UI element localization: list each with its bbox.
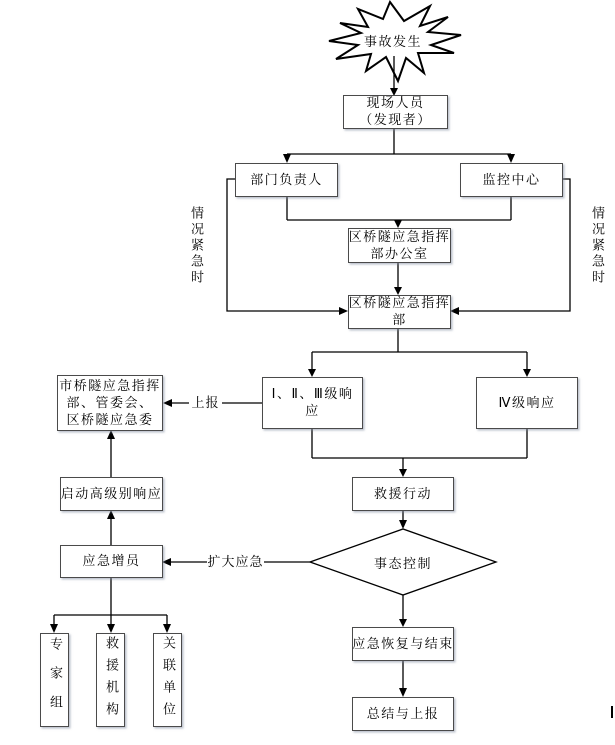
node-recovery-and-end <box>352 627 454 661</box>
arrowhead-command-left <box>339 307 348 315</box>
node-reinforce-label: 应急增员 <box>82 554 141 569</box>
arrowhead-command-right <box>450 307 459 315</box>
arrowhead-summary <box>399 688 407 697</box>
node-command-line1: 区桥隧应急指挥 <box>348 296 451 311</box>
arrowhead-rescue <box>399 469 407 477</box>
node-district-command-office <box>348 228 451 263</box>
arrowhead-report <box>163 399 172 407</box>
arrowhead-expand <box>162 558 171 566</box>
node-city-command <box>57 375 163 431</box>
node-level-1-2-3-response <box>262 377 363 429</box>
node-monitoring-center <box>460 163 563 197</box>
node-onsite-line1: 现场人员 <box>366 96 425 111</box>
arrowhead-monitor <box>507 154 515 163</box>
node-expert-group: 专家组 <box>40 633 69 727</box>
connector-command-split <box>312 329 527 369</box>
arrowhead-activate <box>107 510 115 519</box>
node-recovery-label: 应急恢复与结束 <box>352 636 454 652</box>
connector-to-office-merge <box>287 197 511 220</box>
connector-urgent-right <box>458 179 570 311</box>
arrowhead-expert <box>50 624 58 633</box>
node-department-head <box>235 163 338 197</box>
node-level123-line1: Ⅰ、Ⅱ、Ⅲ级响 <box>271 387 354 402</box>
node-summary-label: 总结与上报 <box>366 706 440 722</box>
node-level4-label: Ⅳ级响应 <box>498 395 556 411</box>
node-office-line1: 区桥隧应急指挥 <box>348 229 451 245</box>
node-city-line2: 部、管委会、 <box>66 395 154 411</box>
node-activate-label: 启动高级别响应 <box>60 486 163 502</box>
node-monitoring-center-label: 监控中心 <box>482 172 541 188</box>
node-related-units: 关联单位 <box>153 633 182 727</box>
node-situation-control-label: 事态控制 <box>373 556 432 572</box>
arrowhead-level123 <box>308 369 316 377</box>
node-accident-label: 事故发生 <box>363 35 422 50</box>
node-city-line3: 区桥隧应急委 <box>66 412 154 428</box>
node-level-4-response <box>476 377 578 429</box>
connector-reinforce-split <box>54 578 167 625</box>
edge-label-urgent-right: 情况紧急时 <box>589 206 604 286</box>
arrowhead-command-top <box>394 287 402 295</box>
node-emergency-reinforcement <box>60 545 163 578</box>
node-onsite-line2: （发现者） <box>359 113 432 128</box>
arrowhead-rescueorg <box>107 624 115 633</box>
node-rescue-organization: 救援机构 <box>96 633 125 727</box>
node-rescue-action <box>352 477 454 511</box>
node-department-head-label: 部门负责人 <box>250 172 323 188</box>
arrowhead-office <box>394 220 402 228</box>
connector-urgent-left <box>227 179 340 311</box>
node-activate-higher-response <box>60 477 163 511</box>
node-level123-line2: 应 <box>305 404 320 419</box>
arrowhead-level4 <box>523 369 531 377</box>
connector-levels-merge <box>312 429 527 469</box>
node-city-line1: 市桥隧应急指挥 <box>59 378 161 394</box>
arrowhead-diamond <box>399 520 407 529</box>
edge-label-expand-emergency: 扩大应急 <box>207 555 264 570</box>
arrowhead-related <box>163 624 171 633</box>
node-district-command <box>348 295 451 329</box>
node-onsite-personnel <box>343 95 448 129</box>
node-rescue-label: 救援行动 <box>373 486 432 502</box>
node-summary-and-report <box>352 697 454 731</box>
connector-onsite-split <box>287 128 511 154</box>
arrowhead-recovery <box>399 619 407 627</box>
arrowhead-dept <box>283 154 291 163</box>
edge-label-urgent-left: 情况紧急时 <box>188 206 203 286</box>
arrowhead-city <box>107 430 115 439</box>
node-office-line2: 部办公室 <box>370 246 429 262</box>
edge-label-report-up: 上报 <box>189 396 222 411</box>
stray-cursor-mark <box>611 706 613 718</box>
node-command-line2: 部 <box>392 313 407 328</box>
